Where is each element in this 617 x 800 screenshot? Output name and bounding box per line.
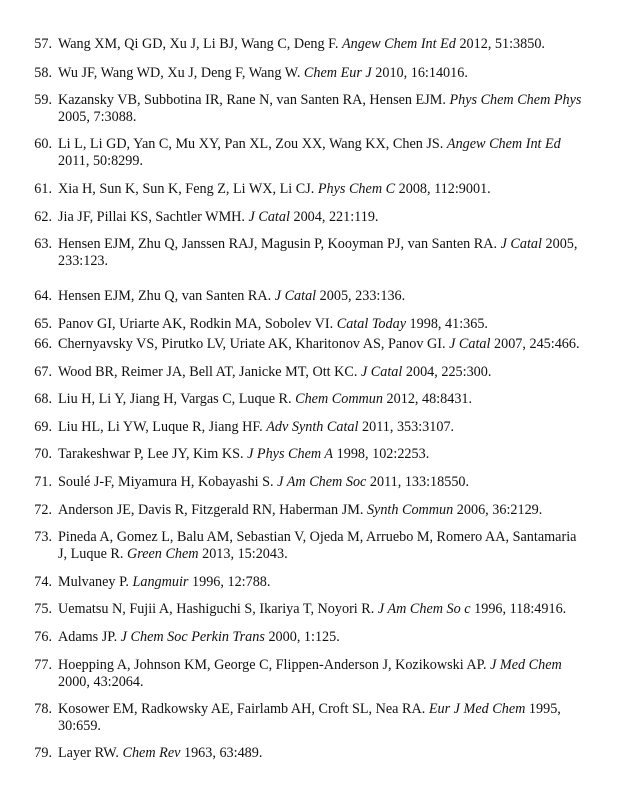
reference-item	[0, 316, 617, 333]
reference-authors: Liu H, Li Y, Jiang H, Vargas C, Luque R.	[58, 391, 292, 407]
reference-details: 2000, 1:125.	[268, 629, 340, 645]
reference-authors: Anderson JE, Davis R, Fitzgerald RN, Haberman JM.	[58, 502, 364, 518]
reference-number: 57.	[34, 36, 52, 52]
reference-journal: Phys Chem Chem Phys	[449, 92, 582, 108]
reference-details: 1998, 102:2253.	[336, 446, 430, 462]
reference-authors: Hensen EJM, Zhu Q, Janssen RAJ, Magusin P, Kooyman PJ, van Santen RA.	[58, 236, 498, 252]
reference-number: 79.	[34, 745, 52, 761]
reference-number: 69.	[34, 419, 52, 435]
reference-details: 2004, 221:119.	[293, 209, 379, 225]
reference-details: 1963, 63:489.	[183, 745, 263, 761]
reference-item	[0, 364, 617, 381]
reference-item	[0, 419, 617, 436]
reference-authors: Wu JF, Wang WD, Xu J, Deng F, Wang W.	[58, 65, 301, 81]
reference-number: 66.	[34, 336, 52, 352]
reference-details: 2008, 112:9001.	[398, 181, 491, 197]
reference-item	[0, 288, 617, 305]
reference-journal: Eur J Med Chem	[428, 701, 526, 717]
reference-authors: Xia H, Sun K, Sun K, Feng Z, Li WX, Li CJ.	[58, 181, 315, 197]
reference-details: 1998, 41:365.	[409, 316, 488, 332]
reference-item	[0, 236, 617, 269]
reference-journal: J Chem Soc Perkin Trans	[120, 629, 265, 645]
reference-number: 71.	[34, 474, 52, 490]
reference-journal: Chem Commun	[295, 391, 383, 407]
reference-journal: Langmuir	[132, 574, 189, 590]
reference-authors: Pineda A, Gomez L, Balu AM, Sebastian V, Ojeda M, Arruebo M, Romero AA, Santamaria J, Luque R.	[58, 529, 577, 562]
reference-journal: Synth Commun	[366, 502, 454, 518]
reference-journal: Catal Today	[336, 316, 406, 332]
reference-item	[0, 391, 617, 408]
reference-number: 59.	[34, 92, 52, 108]
reference-journal: J Catal	[449, 336, 491, 352]
reference-number: 65.	[34, 316, 52, 332]
reference-details: 2010, 16:14016.	[375, 65, 468, 81]
reference-journal: J Am Chem So c	[377, 601, 471, 617]
reference-number: 62.	[34, 209, 52, 225]
reference-number: 60.	[34, 136, 52, 152]
reference-journal: J Catal	[274, 288, 317, 304]
reference-authors: Li L, Li GD, Yan C, Mu XY, Pan XL, Zou XX, Wang KX, Chen JS.	[58, 136, 444, 152]
reference-authors: Soulé J-F, Miyamura H, Kobayashi S.	[58, 474, 274, 490]
reference-authors: Adams JP.	[58, 629, 118, 645]
reference-details: 2005, 233:123.	[58, 236, 578, 269]
reference-journal: Angew Chem Int Ed	[446, 136, 561, 152]
reference-number: 68.	[34, 391, 52, 407]
reference-item	[0, 701, 617, 734]
reference-authors: Jia JF, Pillai KS, Sachtler WMH.	[58, 209, 245, 225]
reference-journal: J Am Chem Soc	[277, 474, 367, 490]
reference-details: 2000, 43:2064.	[58, 673, 144, 690]
reference-authors: Wang XM, Qi GD, Xu J, Li BJ, Wang C, Deng F.	[58, 36, 339, 52]
reference-item	[0, 745, 617, 762]
reference-item	[0, 446, 617, 463]
reference-item	[0, 336, 617, 353]
reference-number: 63.	[34, 236, 52, 252]
reference-journal: Angew Chem Int Ed	[342, 36, 456, 52]
reference-journal: Green Chem	[126, 545, 199, 562]
reference-details: 1996, 12:788.	[192, 574, 271, 590]
reference-details: 2004, 225:300.	[405, 364, 492, 380]
reference-journal: J Phys Chem A	[247, 446, 334, 462]
reference-item	[0, 529, 617, 562]
reference-details: 2005, 7:3088.	[58, 108, 137, 125]
reference-details: 2011, 50:8299.	[58, 152, 143, 169]
reference-authors: Mulvaney P.	[58, 574, 129, 590]
reference-journal: J Med Chem	[490, 657, 562, 673]
reference-journal: Phys Chem C	[317, 181, 396, 197]
reference-authors: Layer RW.	[58, 745, 119, 761]
reference-item	[0, 65, 617, 82]
reference-authors: Tarakeshwar P, Lee JY, Kim KS.	[58, 446, 244, 462]
reference-details: 2011, 133:18550.	[369, 474, 470, 490]
reference-number: 75.	[34, 601, 52, 617]
reference-number: 72.	[34, 502, 52, 518]
reference-journal: J Catal	[360, 364, 403, 380]
reference-authors: Liu HL, Li YW, Luque R, Jiang HF.	[58, 419, 263, 435]
reference-number: 58.	[34, 65, 52, 81]
reference-item	[0, 181, 617, 198]
reference-details: 2007, 245:466.	[494, 336, 580, 352]
reference-number: 77.	[34, 657, 52, 673]
reference-item	[0, 502, 617, 519]
reference-details: 2013, 15:2043.	[202, 545, 288, 562]
reference-journal: Adv Synth Catal	[266, 419, 359, 435]
reference-details: 2011, 353:3107.	[362, 419, 455, 435]
reference-journal: Chem Rev	[122, 745, 181, 761]
reference-number: 74.	[34, 574, 52, 590]
reference-authors: Hensen EJM, Zhu Q, van Santen RA.	[58, 288, 272, 304]
reference-details: 1995, 30:659.	[58, 701, 561, 734]
reference-item	[0, 136, 617, 169]
reference-authors: Kazansky VB, Subbotina IR, Rane N, van Santen RA, Hensen EJM.	[58, 92, 446, 108]
reference-authors: Kosower EM, Radkowsky AE, Fairlamb AH, Croft SL, Nea RA.	[58, 701, 426, 717]
reference-details: 2005, 233:136.	[319, 288, 406, 304]
reference-authors: Chernyavsky VS, Pirutko LV, Uriate AK, Kharitonov AS, Panov GI.	[58, 336, 446, 352]
reference-item	[0, 92, 617, 125]
reference-item	[0, 657, 617, 690]
reference-details: 2012, 48:8431.	[386, 391, 473, 407]
reference-details: 2012, 51:3850.	[459, 36, 545, 52]
reference-number: 78.	[34, 701, 52, 717]
reference-number: 67.	[34, 364, 52, 380]
reference-journal: J Catal	[500, 236, 542, 252]
reference-details: 1996, 118:4916.	[474, 601, 567, 617]
reference-number: 76.	[34, 629, 52, 645]
reference-number: 64.	[34, 288, 52, 304]
reference-number: 70.	[34, 446, 52, 462]
reference-journal: J Catal	[248, 209, 290, 225]
reference-item	[0, 629, 617, 646]
reference-item	[0, 36, 617, 53]
reference-authors: Hoepping A, Johnson KM, George C, Flippen-Anderson J, Kozikowski AP.	[58, 657, 487, 673]
reference-number: 61.	[34, 181, 52, 197]
reference-authors: Wood BR, Reimer JA, Bell AT, Janicke MT, Ott KC.	[58, 364, 358, 380]
reference-item	[0, 209, 617, 226]
reference-details: 2006, 36:2129.	[456, 502, 543, 518]
reference-item	[0, 574, 617, 591]
reference-item	[0, 474, 617, 491]
reference-authors: Uematsu N, Fujii A, Hashiguchi S, Ikariya T, Noyori R.	[58, 601, 375, 617]
reference-journal: Chem Eur J	[303, 65, 372, 81]
reference-number: 73.	[34, 529, 52, 545]
reference-authors: Panov GI, Uriarte AK, Rodkin MA, Sobolev VI.	[58, 316, 334, 332]
reference-item	[0, 601, 617, 618]
